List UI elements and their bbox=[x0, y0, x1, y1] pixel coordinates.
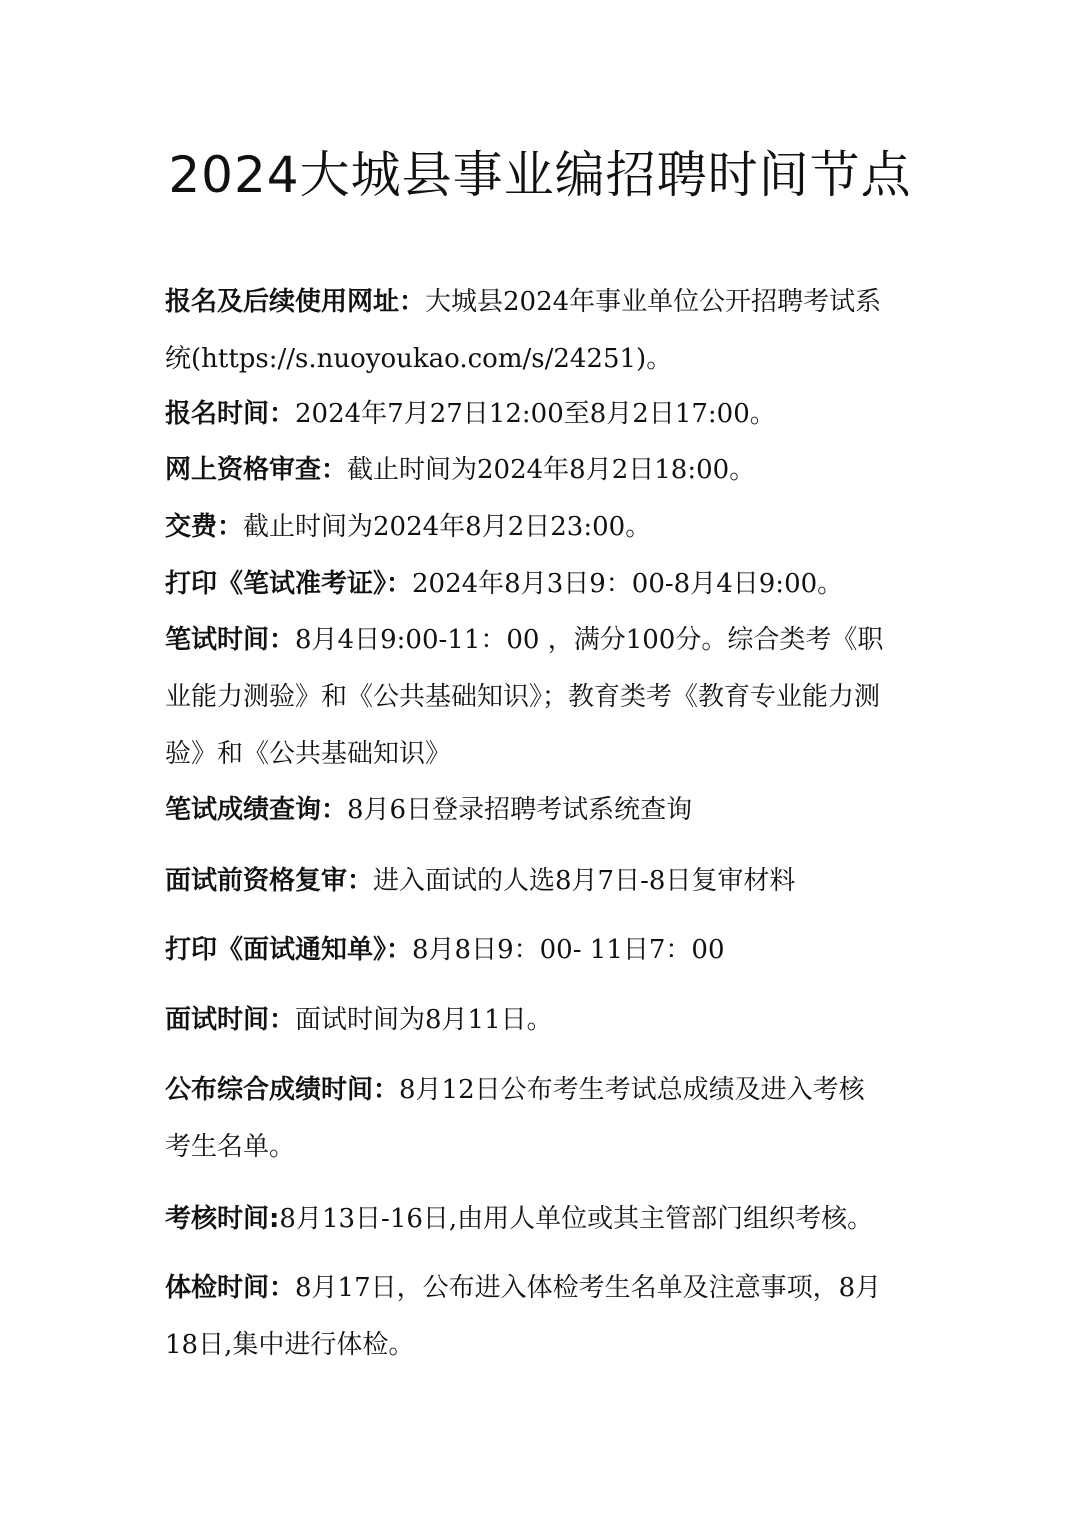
entry-line bbox=[165, 782, 925, 839]
entry-registration-time bbox=[165, 386, 925, 443]
entry-line bbox=[165, 1062, 925, 1119]
entry-label: 网上资格审查： bbox=[165, 455, 348, 485]
entry-line bbox=[165, 556, 925, 613]
entry-value-continued: 验》和《公共基础知识》 bbox=[165, 739, 452, 769]
entry-value: 8月6日登录招聘考试系统查询 bbox=[347, 795, 693, 825]
entry-label: 打印《面试通知单》： bbox=[165, 935, 413, 965]
entry-value: 8月12日公布考生考试总成绩及进入考核 bbox=[399, 1075, 865, 1105]
entry-label: 报名及后续使用网址： bbox=[165, 287, 426, 317]
entry-value: 8月13日-16日,由用人单位或其主管部门组织考核。 bbox=[279, 1204, 874, 1234]
entry-line bbox=[165, 386, 925, 443]
entry-score-query bbox=[165, 782, 925, 839]
entry-print-interview-notice bbox=[165, 922, 925, 979]
entry-registration-url bbox=[165, 274, 925, 388]
entry-value: 2024年7月27日12:00至8月2日17:00。 bbox=[295, 399, 776, 429]
entry-interview-time bbox=[165, 992, 925, 1049]
entry-label: 笔试成绩查询： bbox=[165, 795, 348, 825]
entry-value: 8月4日9:00-11：00 ，满分100分。综合类考《职 bbox=[295, 625, 884, 655]
entry-value-continued: 18日,集中进行体检。 bbox=[165, 1330, 415, 1360]
entry-label: 打印《笔试准考证》： bbox=[165, 569, 413, 599]
entry-value: 8月8日9：00- 11日7：00 bbox=[412, 935, 725, 965]
entry-online-review bbox=[165, 442, 925, 499]
entry-line bbox=[165, 853, 925, 910]
entry-value: 进入面试的人选8月7日-8日复审材料 bbox=[373, 866, 796, 896]
entry-label: 笔试时间： bbox=[165, 625, 296, 655]
entry-value: 大城县2024年事业单位公开招聘考试系 bbox=[425, 287, 882, 317]
entry-line bbox=[165, 274, 925, 331]
document-title: 2024大城县事业编招聘时间节点 bbox=[168, 146, 912, 204]
entry-label: 面试时间： bbox=[165, 1005, 296, 1035]
entry-line bbox=[165, 1191, 925, 1248]
entry-label: 体检时间： bbox=[165, 1273, 296, 1303]
entry-line bbox=[165, 992, 925, 1049]
entry-line bbox=[165, 922, 925, 979]
entry-medical-exam bbox=[165, 1260, 925, 1374]
entry-payment bbox=[165, 499, 925, 556]
entry-label: 考核时间: bbox=[165, 1204, 280, 1234]
entry-value: 截止时间为2024年8月2日23:00。 bbox=[243, 512, 652, 542]
entry-value-continued: 统(https://s.nuoyoukao.com/s/24251)。 bbox=[165, 344, 673, 374]
entry-label: 交费： bbox=[165, 512, 244, 542]
entry-pre-interview-review bbox=[165, 853, 925, 910]
entry-label: 面试前资格复审： bbox=[165, 866, 374, 896]
entry-assessment-time bbox=[165, 1191, 925, 1248]
entry-value-continued: 业能力测验》和《公共基础知识》；教育类考《教育专业能力测 bbox=[165, 682, 881, 712]
entry-value: 2024年8月3日9：00-8月4日9:00。 bbox=[412, 569, 844, 599]
entry-line bbox=[165, 442, 925, 499]
entry-value-continued: 考生名单。 bbox=[165, 1132, 296, 1162]
entry-label: 报名时间： bbox=[165, 399, 296, 429]
entry-value: 8月17日，公布进入体检考生名单及注意事项，8月 bbox=[295, 1273, 882, 1303]
entry-value: 截止时间为2024年8月2日18:00。 bbox=[347, 455, 756, 485]
entry-value: 面试时间为8月11日。 bbox=[295, 1005, 553, 1035]
entry-line bbox=[165, 499, 925, 556]
entry-print-admission bbox=[165, 556, 925, 613]
entry-overall-score bbox=[165, 1062, 925, 1176]
entry-written-exam bbox=[165, 612, 925, 783]
entry-line bbox=[165, 1260, 925, 1317]
entry-line bbox=[165, 612, 925, 669]
entry-label: 公布综合成绩时间： bbox=[165, 1075, 400, 1105]
